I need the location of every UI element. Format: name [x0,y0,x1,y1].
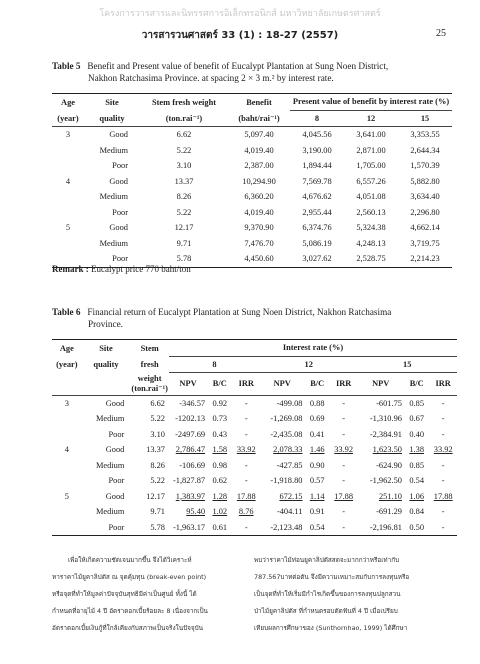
t6-cell-stem: 5.22 [150,476,165,486]
t6-cell-site: Good [105,398,125,408]
t5-cell-pv8: 6,374.76 [302,223,332,233]
t5-cell-age [52,236,84,252]
t5-cell-pv12: 2,871.00 [356,145,386,155]
t5-cell-pv15: 3,353.55 [410,130,440,140]
t6-cell-h: 0.85 [409,460,424,470]
t6-cell-i: 17.88 [433,491,453,501]
t5-cell-pv15: 3,719.75 [410,238,440,248]
t6-h-weight-word: weight [137,373,162,383]
t6-cell-e: 1.46 [309,445,325,455]
t5-h-benefit: Benefit [246,97,272,107]
t6-cell-b: 0.98 [212,460,228,470]
t6-cell-age: 4 [64,445,69,455]
t6-cell-a: -1202.13 [175,414,206,424]
t5-cell-pv15: 1,570.39 [410,161,440,171]
table6-row [52,395,457,411]
table6-caption-line2: Province. [88,319,123,329]
t6-cell-h: 1.06 [409,491,424,501]
t6-cell-b: 0.73 [212,414,228,424]
t5-h-site: Site [105,97,119,107]
t5-cell-stem: 8.26 [176,192,192,202]
t6-cell-a: -106.69 [179,460,206,470]
t6-cell-g: -624.90 [376,460,402,470]
page-number: 25 [436,28,446,39]
t5-cell-benefit: 4,019.40 [244,207,274,217]
t5-cell-stem: 5.78 [176,254,192,264]
t6-cell-b: 1.02 [212,507,228,517]
t6-cell-g: -2,384.91 [369,429,402,439]
t6-cell-age [52,458,82,474]
remark-text: Eucalypt price 770 baht/ton [88,264,191,274]
body-left-line: อัตราดอกเบี้ยเงินกู้ที่ใกล้เคียงกับสภาพเป็นจริงในปัจจุบัน [52,624,204,632]
watermark-text: โครงการวารสารและนิทรรศการอิเล็กทรอนิกส์ มหาวิทยาลัยเกษตรศาสตร์ [99,9,381,19]
t6-h-npv-15: NPV [372,379,390,389]
t5-cell-site: Poor [112,254,128,264]
t6-h-npv-8: NPV [179,379,197,389]
t5-cell-site: Good [109,176,128,186]
t5-cell-pv15: 5,882.80 [410,176,440,186]
t5-cell-pv12: 2,528.75 [356,254,386,264]
t5-cell-benefit: 5,097.40 [244,130,274,140]
t6-cell-a: -2497.69 [175,429,206,439]
t5-cell-benefit: 4,450.60 [244,254,274,264]
t5-cell-pv8: 4,676.62 [302,192,332,202]
table5-caption [52,60,452,84]
table5-row [52,143,452,159]
t6-cell-stem: 5.22 [150,414,165,424]
t6-cell-a: 95.40 [186,507,206,517]
t6-cell-f: - [342,476,346,486]
t6-cell-h: 1.38 [409,445,424,455]
body-right-line: ป่าไม้ยูคาลิปตัส ที่กำหนดรอบตัดฟันที่ 4 ปี เมื่อเปรียบ [254,607,398,615]
t5-cell-site: Medium [99,238,128,248]
t6-cell-age: 5 [64,491,69,501]
t5-cell-age [52,189,84,205]
t5-cell-age: 3 [65,130,71,140]
table5-caption-line2: Nakhon Ratchasima Province. at spacing 2 × 3 m.² by interest rate. [88,73,334,83]
t6-h-npv-12: NPV [273,379,291,389]
t5-cell-pv8: 7,569.78 [302,176,332,186]
t6-cell-d: -1,918.80 [270,476,303,486]
t5-cell-site: Good [109,130,128,140]
t6-cell-stem: 12.17 [146,491,165,501]
t6-cell-d: 672.15 [279,491,303,501]
t6-cell-f: - [342,522,346,532]
t6-cell-g: 1,623.50 [372,445,402,455]
t6-cell-site: Good [105,491,125,501]
t6-cell-h: 0.85 [409,398,424,408]
t5-cell-pv12: 6,557.26 [356,176,386,186]
table5-row [52,205,452,221]
t6-h-bc-15: B/C [409,379,424,389]
t6-cell-e: 0.54 [309,522,325,532]
t5-cell-benefit: 2,387.00 [244,161,274,171]
t6-cell-stem: 6.62 [150,398,165,408]
t6-h-stem: Stem [140,343,159,353]
t5-cell-age: 4 [65,176,71,186]
t6-cell-stem: 9.71 [150,507,165,517]
t6-cell-d: -1,269.08 [270,414,303,424]
t6-cell-site: Medium [95,460,125,470]
table6-row [52,442,457,458]
t6-cell-e: 0.57 [309,476,325,486]
t6-cell-h: 0.50 [409,522,424,532]
t6-cell-h: 0.67 [409,414,424,424]
t6-cell-i: - [441,414,445,424]
t6-cell-age [52,411,82,427]
body-text-right [254,552,454,637]
t6-cell-f: - [342,398,346,408]
t6-cell-d: -2,435.08 [270,429,303,439]
t5-cell-stem: 12.17 [174,223,194,233]
t6-cell-i: 33.92 [433,445,453,455]
t6-cell-f: 33.92 [334,445,354,455]
t5-cell-stem: 6.62 [176,130,192,140]
t6-cell-site: Medium [95,507,125,517]
t5-cell-site: Good [109,223,128,233]
t5-cell-pv8: 3,190.00 [302,145,332,155]
t6-cell-age [52,520,82,536]
t6-cell-c: - [244,398,248,408]
t5-cell-pv12: 4,248.13 [356,238,386,248]
t6-cell-a: -346.57 [179,398,206,408]
t6-cell-g: 251.10 [378,491,402,501]
t5-cell-site: Poor [112,161,128,171]
t6-h-irr-8: IRR [238,379,254,389]
table6-row [52,504,457,520]
t6-h-irr-15: IRR [435,379,451,389]
t6-cell-c: - [244,429,248,439]
t6-cell-d: -427.85 [276,460,303,470]
t6-cell-a: -1,827.87 [172,476,206,486]
t6-h-bc-8: B/C [212,379,227,389]
table6-header-row1 [52,340,457,357]
t5-cell-pv15: 2,214.23 [410,254,440,264]
t6-cell-stem: 8.26 [150,460,165,470]
t6-cell-f: - [342,429,346,439]
t6-cell-e: 0.90 [309,460,325,470]
t6-cell-c: - [244,522,248,532]
t5-cell-pv15: 4,662.14 [410,223,440,233]
t5-h-r8: 8 [314,113,320,123]
t6-h-fresh: fresh [140,359,159,369]
t6-cell-c: - [244,476,248,486]
table5-row [52,220,452,236]
t6-cell-age [52,427,82,443]
t6-cell-b: 0.43 [212,429,228,439]
t5-cell-benefit: 4,019.40 [244,145,274,155]
t6-cell-g: -1,962.50 [369,476,402,486]
t6-cell-e: 0.41 [309,429,325,439]
body-right-line: พบว่าราคาไม้ท่อนยูคาลิปตัสสดจะมากกว่าหรือเท่ากับ [254,556,400,564]
t6-h-r8: 8 [169,356,260,373]
t5-h-benefit-unit: (baht/rai⁻¹) [238,114,280,123]
t6-h-r12: 12 [260,356,357,373]
t6-cell-g: -601.75 [376,398,402,408]
t6-cell-a: -1,963.17 [172,522,206,532]
t6-h-r15: 15 [357,356,457,373]
t6-cell-f: - [342,414,346,424]
t5-cell-site: Poor [112,207,128,217]
t6-h-bc-12: B/C [310,379,325,389]
table6-label: Table 6 [52,307,81,317]
t6-cell-age [52,504,82,520]
t6-cell-e: 0.88 [309,398,325,408]
t5-h-pv: Present value of benefit by interest rate (%) [290,94,452,111]
t5-cell-pv15: 2,296.80 [410,207,440,217]
t6-cell-c: - [244,414,248,424]
t6-h-interest: Interest rate (%) [169,340,457,357]
t5-cell-pv8: 5,086.19 [302,238,332,248]
t6-cell-b: 0.92 [212,398,228,408]
t6-cell-site: Poor [108,476,125,486]
t6-cell-site: Poor [108,429,125,439]
journal-header: วารสารวนศาสตร์ 33 (1) : 18-27 (2557) [141,30,339,41]
t6-cell-g: -691.29 [376,507,402,517]
table6 [52,339,457,536]
table6-row [52,489,457,505]
table5-row [52,236,452,252]
table6-caption-line1: Financial return of Eucalypt Plantation at Sung Noen District, Nakhon Ratchasima [87,307,392,317]
t5-h-age: Age [61,97,75,107]
t5-cell-benefit: 10,294.90 [242,176,276,186]
table6-header-row3 [52,373,457,396]
table5-remark [52,264,191,274]
t5-cell-pv12: 1,705.00 [356,161,386,171]
t5-h-r15: 15 [420,113,430,123]
body-left-line: กำหนดที่อายุไม้ 4 ปี อัตราดอกเบี้ยร้อยละ 8 เนื่องจากเป็น [52,607,208,615]
body-text-left [52,552,244,637]
t6-cell-b: 0.62 [212,476,228,486]
t5-cell-age [52,205,84,221]
t6-cell-f: - [342,507,346,517]
t6-cell-i: - [441,476,445,486]
table6-row [52,427,457,443]
t6-cell-age: 3 [64,398,69,408]
t5-cell-stem: 9.71 [176,238,192,248]
t6-h-irr-12: IRR [335,379,352,389]
table6-caption [52,306,452,330]
t6-cell-g: -1,310.96 [369,414,402,424]
t6-cell-e: 1.14 [309,491,325,501]
t5-cell-site: Medium [99,192,128,202]
table6-header-row2 [52,356,457,373]
t5-h-stem: Stem fresh weight [151,97,217,107]
t5-cell-pv12: 4,051.08 [356,192,386,202]
table5-label: Table 5 [52,61,81,71]
t6-h-age: Age [59,343,74,353]
t5-cell-site: Medium [99,145,128,155]
table5-header-row2 [52,110,452,127]
body-right-line: เป็นจุดที่ทำให้เริ่มมีกำไรเกิดขึ้นของการลงทุนปลูกสวน [254,590,401,598]
t6-cell-site: Medium [95,414,125,424]
t5-cell-pv15: 2,644.34 [410,145,440,155]
t5-cell-pv8: 2,955.44 [302,207,332,217]
body-left-line: เพื่อให้เกิดความชัดเจนมากขึ้น จึงได้วิเคราะห์ [68,556,192,564]
t5-cell-benefit: 7,476.70 [244,238,274,248]
t5-cell-stem: 13.37 [174,176,194,186]
t5-cell-pv12: 2,560.13 [356,207,386,217]
body-left-line: หรือจุดที่ทำให้มูลค่าปัจจุบันสุทธิมีค่าเป็นศูนย์ ทั้งนี้ ได้ [52,590,197,598]
table5-header-row1 [52,94,452,111]
t6-cell-stem: 3.10 [150,429,165,439]
table5-row [52,127,452,143]
t6-h-site: Site [99,343,113,353]
table5-row [52,189,452,205]
t6-cell-g: -2,196.81 [369,522,402,532]
t6-cell-h: 0.84 [409,507,424,517]
t6-cell-c: - [244,460,248,470]
body-left-line: หาราคาไม้ยูคาลิปตัส ณ จุดคุ้มทุน (break-even point) [52,573,207,581]
t5-h-r12: 12 [366,113,376,123]
t6-cell-h: 0.54 [409,476,424,486]
t5-cell-pv8: 1,894.44 [302,161,332,171]
body-right-line: เทียบผลการศึกษาของ (Sunthornhao, 1999) ได้ศึกษา [254,624,408,632]
t5-cell-pv12: 5,324.38 [356,223,386,233]
t5-cell-benefit: 6,360.20 [244,192,274,202]
t6-cell-a: 2,786.47 [175,445,206,455]
t6-cell-b: 0.61 [212,522,228,532]
t5-cell-age [52,143,84,159]
t5-h-year: (year) [57,113,79,123]
t6-cell-c: 17.88 [236,491,256,501]
t6-h-year: (year) [56,359,78,369]
t5-cell-pv12: 3,641.00 [356,130,386,140]
table6-row [52,473,457,489]
t6-cell-d: -2,123.48 [270,522,303,532]
t6-h-weight-unit: (ton.rai⁻¹) [131,383,168,393]
t6-cell-c: 33.92 [236,445,256,455]
t6-cell-e: 0.91 [309,507,325,517]
t6-cell-d: 2,078.33 [273,445,303,455]
t5-cell-age [52,158,84,174]
t6-cell-d: -404.11 [276,507,303,517]
t6-cell-f: - [342,460,346,470]
body-right-line: 787.567บาทต่อตัน จึงมีความเหมาะสมกับการลงทุนหรือ [254,573,410,581]
t6-cell-a: 1,383.97 [175,491,206,501]
t6-cell-d: -499.08 [276,398,303,408]
t5-h-quality: quality [99,113,125,123]
table5-row [52,174,452,190]
t6-cell-b: 1.28 [212,491,228,501]
t5-cell-stem: 5.22 [176,207,192,217]
t6-cell-e: 0.69 [309,414,325,424]
t6-cell-c: 8.76 [238,507,254,517]
t5-cell-pv15: 3,634.40 [410,192,440,202]
t6-cell-i: - [441,398,445,408]
t5-cell-stem: 5.22 [176,145,192,155]
t5-cell-pv8: 3,027.62 [302,254,332,264]
table6-row [52,458,457,474]
t6-h-quality: quality [93,359,119,369]
t6-cell-i: - [441,460,445,470]
t6-cell-f: 17.88 [334,491,354,501]
t6-cell-i: - [441,507,445,517]
t5-cell-benefit: 9,370.90 [244,223,274,233]
table5-row [52,158,452,174]
t6-cell-i: - [441,429,445,439]
t5-h-stem-unit: (ton.rai⁻¹) [165,114,203,123]
t5-cell-pv8: 4,045.56 [302,130,332,140]
t5-cell-stem: 3.10 [176,161,192,171]
t6-cell-site: Poor [108,522,125,532]
t6-h-weight [130,373,169,396]
t6-cell-age [52,473,82,489]
remark-label: Remark : [52,264,89,274]
t6-cell-b: 1.58 [212,445,228,455]
t6-cell-i: - [441,522,445,532]
table6-row [52,411,457,427]
t6-cell-stem: 5.78 [150,522,165,532]
table5-caption-line1: Benefit and Present value of benefit of Eucalypt Plantation at Sung Noen District, [87,61,389,71]
table6-row [52,520,457,536]
t5-cell-age: 5 [65,223,71,233]
t6-cell-stem: 13.37 [146,445,165,455]
t6-cell-site: Good [105,445,125,455]
t6-cell-h: 0.40 [409,429,424,439]
table5 [52,93,452,268]
